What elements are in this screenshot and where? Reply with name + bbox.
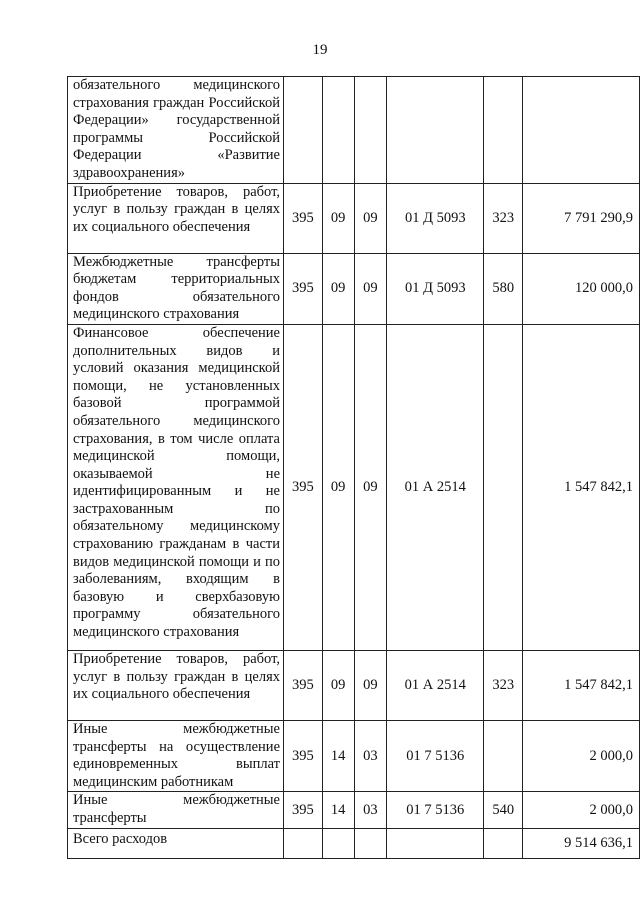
- section-code: [322, 77, 354, 184]
- table-row: [68, 253, 640, 324]
- amount: 1 547 842,1: [523, 324, 640, 650]
- budget-table: [67, 76, 640, 859]
- subsection-code: [354, 77, 387, 184]
- total-row: [68, 829, 640, 859]
- target-code: 01 А 2514: [387, 324, 484, 650]
- target-code: 01 Д 5093: [387, 253, 484, 324]
- row-description: Приобретение товаров, работ, услуг в пользу граждан в целях их социального обеспечения: [68, 183, 284, 253]
- expense-type-code: 323: [484, 650, 523, 720]
- subsection-code: 09: [354, 183, 387, 253]
- row-description: Финансовое обеспечение дополнительных видов и условий оказания медицинской помощи, не установленных базовой программой обязательного медицинского страхования, в том числе оплата медицинской помощи, оказываемой не идентифицированным и не застрахованным по обязательному медицинскому страхованию гражданам в части видов медицинской помощи и по заболеваниям, входящим в базовую и сверхбазовую программу обязательного медицинского страхования: [68, 324, 284, 650]
- total-label: Всего расходов: [68, 829, 284, 859]
- expense-type-code: 323: [484, 183, 523, 253]
- empty-cell: [387, 829, 484, 859]
- page-number: 19: [312, 42, 328, 58]
- ministry-code: 395: [284, 650, 323, 720]
- section-code: 09: [322, 324, 354, 650]
- target-code: 01 7 5136: [387, 720, 484, 791]
- row-description: Иные межбюджетные трансферты: [68, 792, 284, 829]
- amount: 2 000,0: [523, 792, 640, 829]
- target-code: 01 7 5136: [387, 792, 484, 829]
- subsection-code: 09: [354, 324, 387, 650]
- amount: 120 000,0: [523, 253, 640, 324]
- subsection-code: 03: [354, 720, 387, 791]
- empty-cell: [484, 829, 523, 859]
- ministry-code: 395: [284, 792, 323, 829]
- expense-type-code: [484, 77, 523, 184]
- section-code: 09: [322, 650, 354, 720]
- ministry-code: [284, 77, 323, 184]
- row-description: Межбюджетные трансферты бюджетам территориальных фондов обязательного медицинского страхования: [68, 253, 284, 324]
- section-code: 14: [322, 720, 354, 791]
- expense-type-code: [484, 324, 523, 650]
- empty-cell: [354, 829, 387, 859]
- ministry-code: 395: [284, 324, 323, 650]
- expense-type-code: [484, 720, 523, 791]
- table-row: [68, 792, 640, 829]
- amount: 7 791 290,9: [523, 183, 640, 253]
- ministry-code: 395: [284, 253, 323, 324]
- table-row: [68, 183, 640, 253]
- amount: 1 547 842,1: [523, 650, 640, 720]
- amount: [523, 77, 640, 184]
- empty-cell: [284, 829, 323, 859]
- table-row: [68, 720, 640, 791]
- target-code: 01 А 2514: [387, 650, 484, 720]
- section-code: 14: [322, 792, 354, 829]
- subsection-code: 03: [354, 792, 387, 829]
- table-row: [68, 324, 640, 650]
- total-amount: 9 514 636,1: [523, 829, 640, 859]
- subsection-code: 09: [354, 253, 387, 324]
- table-row: [68, 650, 640, 720]
- ministry-code: 395: [284, 720, 323, 791]
- empty-cell: [322, 829, 354, 859]
- ministry-code: 395: [284, 183, 323, 253]
- section-code: 09: [322, 183, 354, 253]
- target-code: [387, 77, 484, 184]
- subsection-code: 09: [354, 650, 387, 720]
- row-description: Иные межбюджетные трансферты на осуществление единовременных выплат медицинским работникам: [68, 720, 284, 791]
- expense-type-code: 580: [484, 253, 523, 324]
- target-code: 01 Д 5093: [387, 183, 484, 253]
- expense-type-code: 540: [484, 792, 523, 829]
- row-description: Приобретение товаров, работ, услуг в пользу граждан в целях их социального обеспечения: [68, 650, 284, 720]
- table-row: [68, 77, 640, 184]
- amount: 2 000,0: [523, 720, 640, 791]
- section-code: 09: [322, 253, 354, 324]
- row-description: обязательного медицинского страхования граждан Российской Федерации» государственной программы Российской Федерации «Развитие здравоохранения»: [68, 77, 284, 184]
